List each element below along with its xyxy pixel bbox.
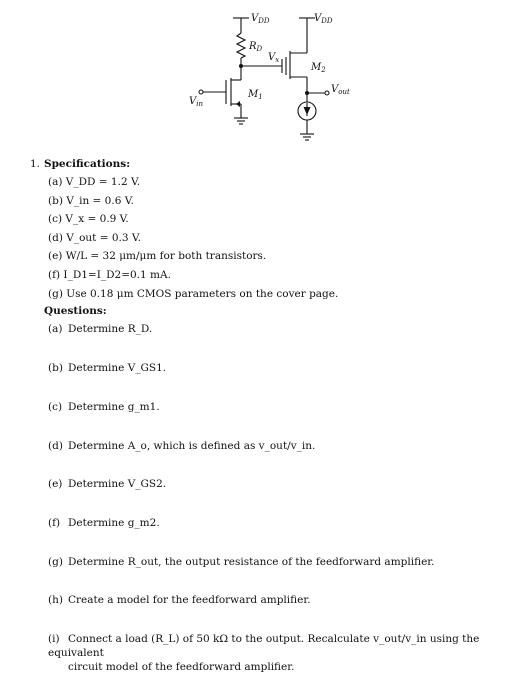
question-item: (f) Determine g_m2.	[48, 517, 160, 529]
specifications-title: Specifications:	[44, 158, 131, 170]
vin-label: $V_{in}$	[189, 96, 203, 108]
vdd-left-label: $V_{DD}$	[251, 13, 270, 25]
m2-label: $M_2$	[311, 62, 326, 74]
vout-label: $V_{out}$	[331, 84, 350, 96]
spec-item: (c) V_x = 0.9 V.	[48, 213, 129, 226]
question-item: (d) Determine A_o, which is defined as v_out/v_in.	[48, 440, 316, 452]
question-item: (g) Determine R_out, the output resistance of the feedforward amplifier.	[48, 556, 435, 568]
problem-number: 1.	[30, 158, 41, 170]
vx-label: $V_x$	[268, 52, 280, 64]
spec-item: (b) V_in = 0.6 V.	[48, 194, 134, 207]
question-item: (c) Determine g_m1.	[48, 401, 160, 413]
question-item: (h) Create a model for the feedforward amplifier.	[48, 594, 311, 606]
circuit-schematic	[0, 0, 525, 155]
question-item: (e) Determine V_GS2.	[48, 478, 167, 490]
m1-source-arrow	[236, 101, 240, 107]
rd-label: $R_D$	[249, 41, 263, 53]
m1-label: $M_1$	[248, 89, 263, 101]
spec-item: (d) V_out = 0.3 V.	[48, 231, 141, 244]
questions-title: Questions:	[44, 305, 107, 317]
spec-item: (e) W/L = 32 μm/μm for both transistors.	[48, 250, 267, 263]
question-item: (i) Connect a load (R_L) of 50 kΩ to the output. Recalculate v_out/v_in using the equivalent circuit model of the feedforward amplifier.	[48, 633, 480, 673]
vdd-right-label: $V_{DD}$	[314, 13, 333, 25]
question-item: (a) Determine R_D.	[48, 323, 153, 335]
spec-item: (f) I_D1=I_D2=0.1 mA.	[48, 268, 171, 281]
spec-item: (a) V_DD = 1.2 V.	[48, 176, 141, 188]
question-item: (b) Determine V_GS1.	[48, 362, 167, 374]
spec-item: (g) Use 0.18 μm CMOS parameters on the cover page.	[48, 287, 339, 300]
specifications-list	[48, 173, 338, 303]
